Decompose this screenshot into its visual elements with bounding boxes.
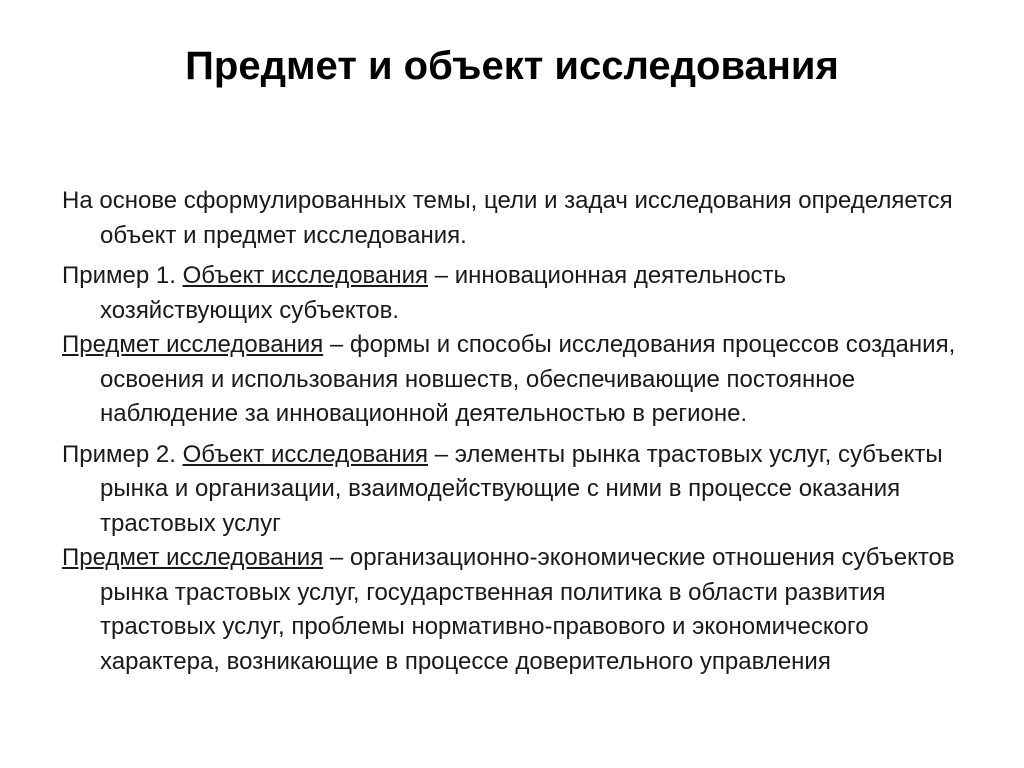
intro-text: На основе сформулированных темы, цели и задач исследования определяется объект и предмет исследования. bbox=[62, 187, 953, 249]
example-2-object-paragraph bbox=[62, 438, 962, 542]
subject-term: Предмет исследования bbox=[62, 544, 324, 571]
example-1-subject-text: – формы и способы исследования процессов создания, освоения и использования новшеств, обеспечивающие постоянное наблюдение за инновационной деятельностью в регионе. bbox=[100, 331, 956, 427]
example-1-object-paragraph bbox=[62, 259, 962, 328]
slide-title: Предмет и объект исследования bbox=[185, 44, 839, 88]
example-1-object-text: – инновационная деятельность хозяйствующих субъектов. bbox=[100, 262, 787, 324]
example-2-object-text: – элементы рынка трастовых услуг, субъекты рынка и организации, взаимодействующие с ними в процессе оказания трастовых услуг bbox=[100, 440, 943, 537]
example-2-label: Пример 2. bbox=[62, 440, 183, 468]
intro-paragraph bbox=[62, 184, 962, 253]
example-1-subject-paragraph bbox=[62, 328, 962, 432]
object-term: Объект исследования bbox=[182, 262, 429, 289]
example-2-subject-paragraph bbox=[62, 541, 962, 679]
example-2-subject-text: – организационно-экономические отношения субъектов рынка трастовых услуг, государственная политика в области развития трастовых услуг, проблемы нормативно-правового и экономического характера, возникающие в процессе доверительного управления bbox=[100, 544, 955, 675]
example-1-label: Пример 1. bbox=[62, 262, 183, 289]
slide-body bbox=[62, 184, 962, 679]
subject-term: Предмет исследования bbox=[62, 331, 324, 358]
object-term: Объект исследования bbox=[182, 440, 429, 468]
